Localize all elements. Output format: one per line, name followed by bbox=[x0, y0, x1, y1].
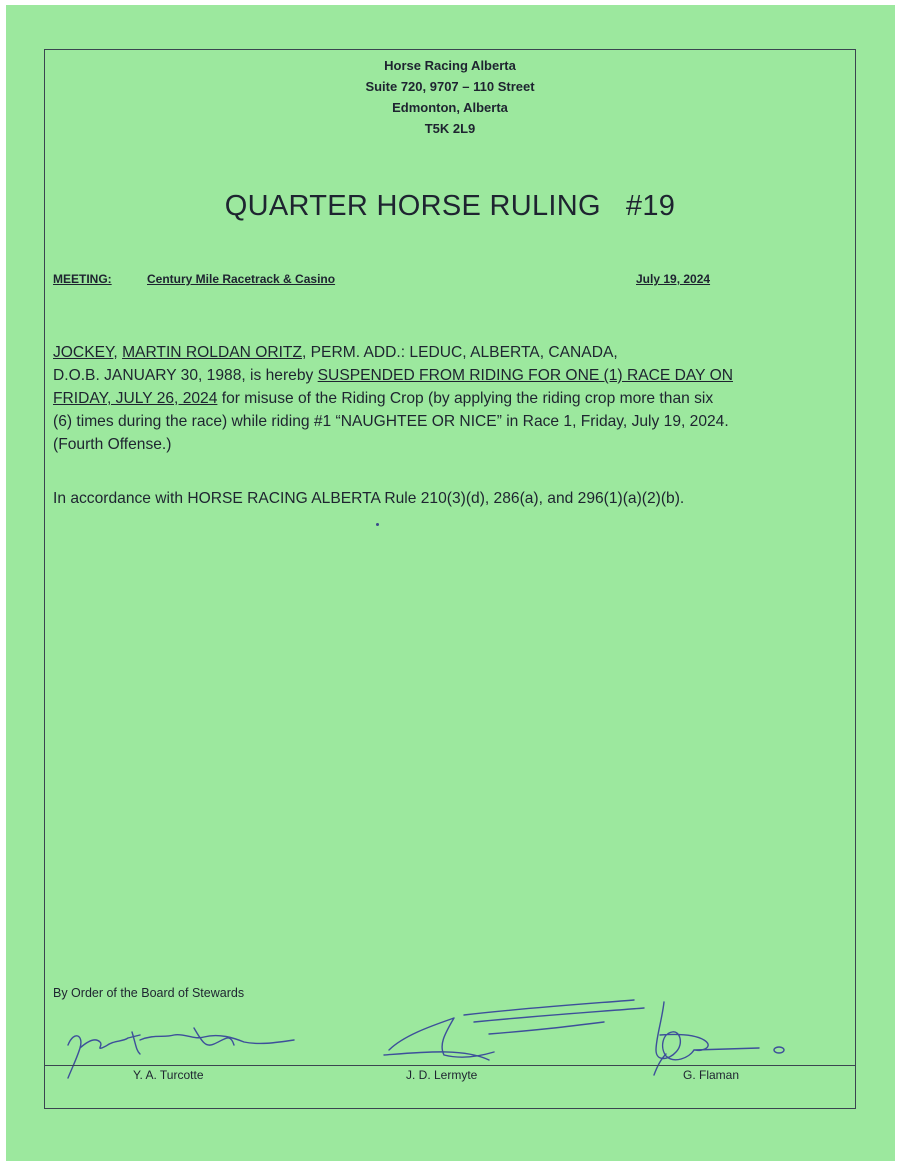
offense-text: for misuse of the Riding Crop (by applying the riding crop more than six bbox=[217, 390, 714, 407]
steward-lermyte: J. D. Lermyte bbox=[406, 1068, 478, 1082]
race-details: (6) times during the race) while riding #1 “NAUGHTEE OR NICE” in Race 1, Friday, July 19, 2024. bbox=[53, 413, 729, 430]
ruling-title: QUARTER HORSE RULING #19 bbox=[224, 190, 676, 222]
steward-flaman: G. Flaman bbox=[683, 1068, 740, 1082]
suspension-date: FRIDAY, JULY 26, 2024 bbox=[53, 390, 218, 407]
ruling-body: JOCKEY, MARTIN ROLDAN ORITZ, PERM. ADD.: LEDUC, ALBERTA, CANADA, D.O.B. JANUARY 30, 1988, is hereby SUSPENDED FROM RIDING FOR ONE (1) RACE DAY ON FRIDAY, JULY 26, 2024 for misuse of the Riding Crop (by applying the riding crop more than six (6) times during the race) while riding #1 “NAUGHTEE OR NICE” in Race 1, Friday, July 19, 2024. (Fourth Offense.) bbox=[53, 344, 733, 453]
city-line: Edmonton, Alberta bbox=[392, 100, 508, 115]
offense-count: (Fourth Offense.) bbox=[53, 436, 172, 453]
dob-text: D.O.B. JANUARY 30, 1988, is hereby bbox=[53, 367, 318, 384]
org-name: Horse Racing Alberta bbox=[384, 58, 516, 73]
letterhead bbox=[0, 55, 900, 139]
jockey-address: , PERM. ADD.: LEDUC, ALBERTA, CANADA, bbox=[301, 344, 618, 361]
postal-code: T5K 2L9 bbox=[424, 121, 476, 136]
address-line: Suite 720, 9707 – 110 Street bbox=[365, 79, 535, 94]
jockey-name: MARTIN ROLDAN ORITZ bbox=[122, 344, 302, 361]
meeting-date: July 19, 2024 bbox=[636, 272, 711, 286]
meeting-label: MEETING: bbox=[53, 272, 112, 286]
order-text: By Order of the Board of Stewards bbox=[53, 986, 245, 1000]
ink-speck bbox=[376, 523, 379, 526]
meeting-venue: Century Mile Racetrack & Casino bbox=[147, 272, 336, 286]
signature-lermyte bbox=[384, 1000, 644, 1060]
suspension-text: SUSPENDED FROM RIDING FOR ONE (1) RACE DAY ON bbox=[317, 367, 733, 384]
rule-reference: In accordance with HORSE RACING ALBERTA Rule 210(3)(d), 286(a), and 296(1)(a)(2)(b). bbox=[53, 490, 685, 507]
license-type: JOCKEY bbox=[53, 344, 114, 361]
steward-turcotte: Y. A. Turcotte bbox=[133, 1068, 204, 1082]
signature-line bbox=[44, 1065, 856, 1066]
signature-flaman-mark bbox=[774, 1047, 784, 1053]
